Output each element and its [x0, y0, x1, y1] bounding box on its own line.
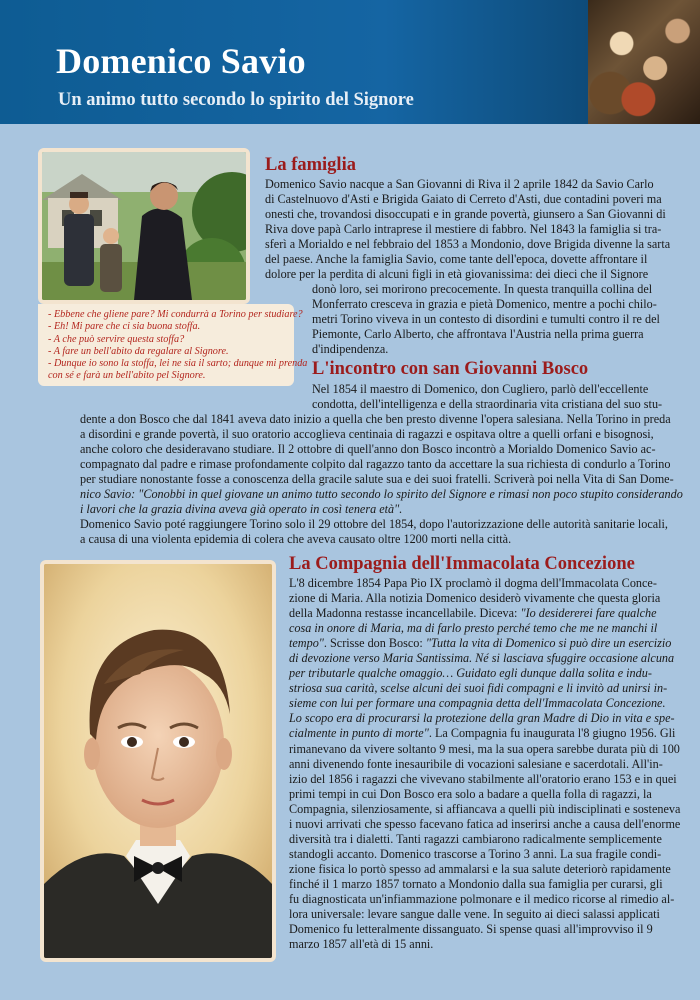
text-line: izio del 1856 i ragazzi che vivevano stabilmente all'oratorio erano 153 e in quei	[289, 771, 677, 786]
caption-line: - Dunque io sono la stoffa, lei ne sia il sarto; dunque mi prenda	[48, 358, 308, 370]
text-line: di Castelnuovo d'Asti e Brigida Gaiato di Cerreto d'Asti, due contadini poveri ma	[265, 192, 662, 207]
text-line	[80, 487, 683, 502]
header-banner	[0, 0, 700, 124]
page-subtitle: Un animo tutto secondo lo spirito del Signore	[58, 90, 414, 110]
text-line: Domenico fu letteralmente dissanguato. Si spense quasi all'improvviso il 9	[289, 922, 653, 937]
text-line: Domenico Savio nacque a San Giovanni di Riva il 2 aprile 1842 da Savio Carlo	[265, 177, 654, 191]
text-line: del paese. Anche la famiglia Savio, come tante dell'epoca, dovette affrontare il	[265, 252, 648, 267]
text-line: Monferrato cresceva in grazia e pietà Domenico, mentre a pochi chilo-	[312, 297, 657, 312]
bosco-text	[80, 412, 683, 547]
quote-text: cialmente in punto di morte"	[289, 726, 429, 741]
caption-line: - Ebbene che gliene pare? Mi condurrà a Torino per studiare?	[48, 309, 303, 320]
text-line: standogli accanto. Domenico trascorse a Torino 3 anni. La sua fragile condi-	[289, 846, 662, 861]
text-fragment: . La Compagnia fu inaugurata l'8 giugno 1956. Gli	[428, 726, 676, 741]
text-line: lora universale: levare sangue dalle vene. In seguito ai dieci salassi applicati	[289, 907, 660, 922]
quote-text: striosa sua carità, scelse alcuni dei suoi fidi compagni e li invitò ad unirsi in-	[289, 681, 668, 696]
famiglia-text	[265, 177, 670, 282]
text-line: zione di Maria. Alla notizia Domenico desiderò vivamente che questa gloria	[289, 591, 661, 606]
text-line: d'indipendenza.	[312, 342, 389, 357]
text-line: Compagnia, silenziosamente, si affiancava a quelli più indisciplinati e sosteneva	[289, 801, 681, 816]
text-line: fu diagnosticata un'infiammazione polmonare e il medico ricorse al rimedio al-	[289, 891, 675, 906]
quote-text: sieme con lui per formare una compagnia detta dell'Immacolata Concezione.	[289, 696, 666, 711]
quote-text: tempo"	[289, 636, 324, 651]
caption-line: - A fare un bell'abito da regalare al Signore.	[48, 345, 229, 357]
quote-text: per tributarle qualche omaggio… Guidato egli dunque dalla solita e indu-	[289, 666, 652, 681]
text-line: a disordini e grande povertà, il suo oratorio accoglieva centinaia di ragazzi e ospitava oltre a quelli orfani e bisognosi,	[80, 427, 654, 442]
book-title-fragment: nico Savio:	[80, 487, 139, 502]
text-line: dolore per la perdita di alcuni figli in età giovanissima: dei dieci che il Signore	[265, 267, 649, 282]
text-line: Piemonte, Carlo Alberto, che affrontava l'Austria nella prima guerra	[312, 327, 644, 342]
bosco-text-narrow	[312, 382, 662, 412]
caption-line: - Eh! Mi pare che ci sia buona stoffa.	[48, 321, 201, 333]
header-painting-image	[588, 0, 700, 124]
dialogue-caption	[38, 304, 308, 386]
quote-text: "Conobbi in quel giovane un animo tutto secondo lo spirito del Signore e rimasi non poco stupito considerando	[138, 487, 683, 502]
text-line: donò loro, sei morirono precocemente. In questa tranquilla collina del	[312, 282, 653, 296]
caption-line: con sé e farà un bell'abito pel Signore.	[48, 370, 206, 382]
text-line: anni divenendo fonte inesauribile di vocazioni salesiane e sacerdotali. All'in-	[289, 756, 663, 771]
text-line: finché il 1 marzo 1857 tornato a Mondonio dalla sua famiglia per curarsi, gli	[289, 876, 663, 891]
quote-text: di devozione verso Maria Santissima. Né si lasciava sfuggire occasione alcuna	[289, 651, 675, 666]
text-line: compagnato dal padre e rimase profondamente colpito dal ragazzo tanto da accettare la sua richiesta di condurlo a Torino	[80, 457, 671, 472]
text-line: Domenico Savio poté raggiungere Torino solo il 29 ottobre del 1854, dopo l'autorizzazione delle autorità sanitarie locali,	[80, 517, 668, 532]
quote-text: Lo scopo era di procurarsi la protezione della gran Madre di Dio in vita e spe-	[289, 711, 675, 726]
text-line: dente a don Bosco che dal 1841 aveva dato inizio a quella che ben presto divenne l'opera salesiana. Nella Torino in preda	[80, 412, 671, 426]
heading-famiglia: La famiglia	[265, 155, 356, 175]
text-line: primi tempi in cui Don Bosco era solo a badare a quella folla di ragazzi, la	[289, 786, 652, 801]
heading-compagnia: La Compagnia dell'Immacolata Concezione	[289, 554, 635, 574]
text-line	[289, 606, 680, 621]
quote-text: "Io desidererei fare qualche	[520, 606, 657, 621]
illustration-meeting-image	[38, 148, 250, 304]
page-title: Domenico Savio	[56, 41, 306, 81]
domenico-portrait-image	[40, 560, 276, 962]
portrait-painting	[44, 564, 272, 958]
text-line: metri Torino viveva in un contesto di disordini e tumulti contro il re del	[312, 312, 660, 327]
quote-text: cosa in onore di Maria, ma di farlo presto perché temo che me ne manchi il	[289, 621, 658, 636]
text-line: per studiare nonostante fosse a conoscenza della gracile salute sua e dei suoi fratelli. Scriverà poi nella Vita di San Dome-	[80, 472, 674, 487]
text-line: L'8 dicembre 1854 Papa Pio IX proclamò il dogma dell'Immacolata Conce-	[289, 576, 657, 590]
quote-text: "Tutta la vita di Domenico si può dire un esercizio	[425, 636, 672, 651]
text-line: rimanevano da vivere soltanto 9 mesi, ma la sua opera sarebbe durata più di 100	[289, 741, 680, 756]
text-line: i nuovi arrivati che spesso facevano fatica ad inserirsi anche a causa dell'enorme	[289, 816, 681, 831]
text-fragment: della Madonna restasse incancellabile. Diceva:	[289, 606, 521, 621]
text-line: diversità tra i dialetti. Tanti ragazzi cambiarono radicalmente semplicemente	[289, 831, 662, 846]
caption-line: - A che può servire questa stoffa?	[48, 333, 185, 345]
text-line	[289, 636, 680, 651]
text-line: a causa di una violenta epidemia di colera che aveva causato oltre 1200 morti nella città.	[80, 532, 512, 547]
meeting-painting	[42, 152, 246, 300]
text-line: zione fisica lo portò spesso ad ammalarsi e la sua salute deteriorò rapidamente	[289, 861, 671, 876]
famiglia-text-narrow	[312, 282, 660, 357]
text-line: condotta, dell'intelligenza e della straordinaria vita cristiana del suo stu-	[312, 397, 663, 412]
quote-text: i lavori che la grazia divina aveva già operato in così tenera età".	[80, 502, 403, 517]
text-fragment: . Scrisse don Bosco:	[323, 636, 426, 651]
text-line: marzo 1857 all'età di 15 anni.	[289, 937, 434, 952]
text-line: Nel 1854 il maestro di Domenico, don Cugliero, parlò dell'eccellente	[312, 382, 649, 396]
text-line: Riva dove papà Carlo intraprese il mestiere di fabbro. Nel 1843 la famiglia si tra-	[265, 222, 662, 237]
heading-bosco: L'incontro con san Giovanni Bosco	[312, 359, 589, 379]
text-line: onesti che, trovandosi disoccupati e in grande povertà, giunsero a San Giovanni di	[265, 207, 666, 222]
text-line: anche coloro che desideravano studiare. Il 2 ottobre di quell'anno don Bosco incontrò a Morialdo Domenico Savio ac-	[80, 442, 656, 457]
text-line: sferì a Morialdo e nel febbraio del 1853 a Mondonio, dove Brigida divenne la sarta	[265, 237, 671, 252]
compagnia-text	[289, 576, 680, 952]
text-line	[289, 726, 680, 741]
